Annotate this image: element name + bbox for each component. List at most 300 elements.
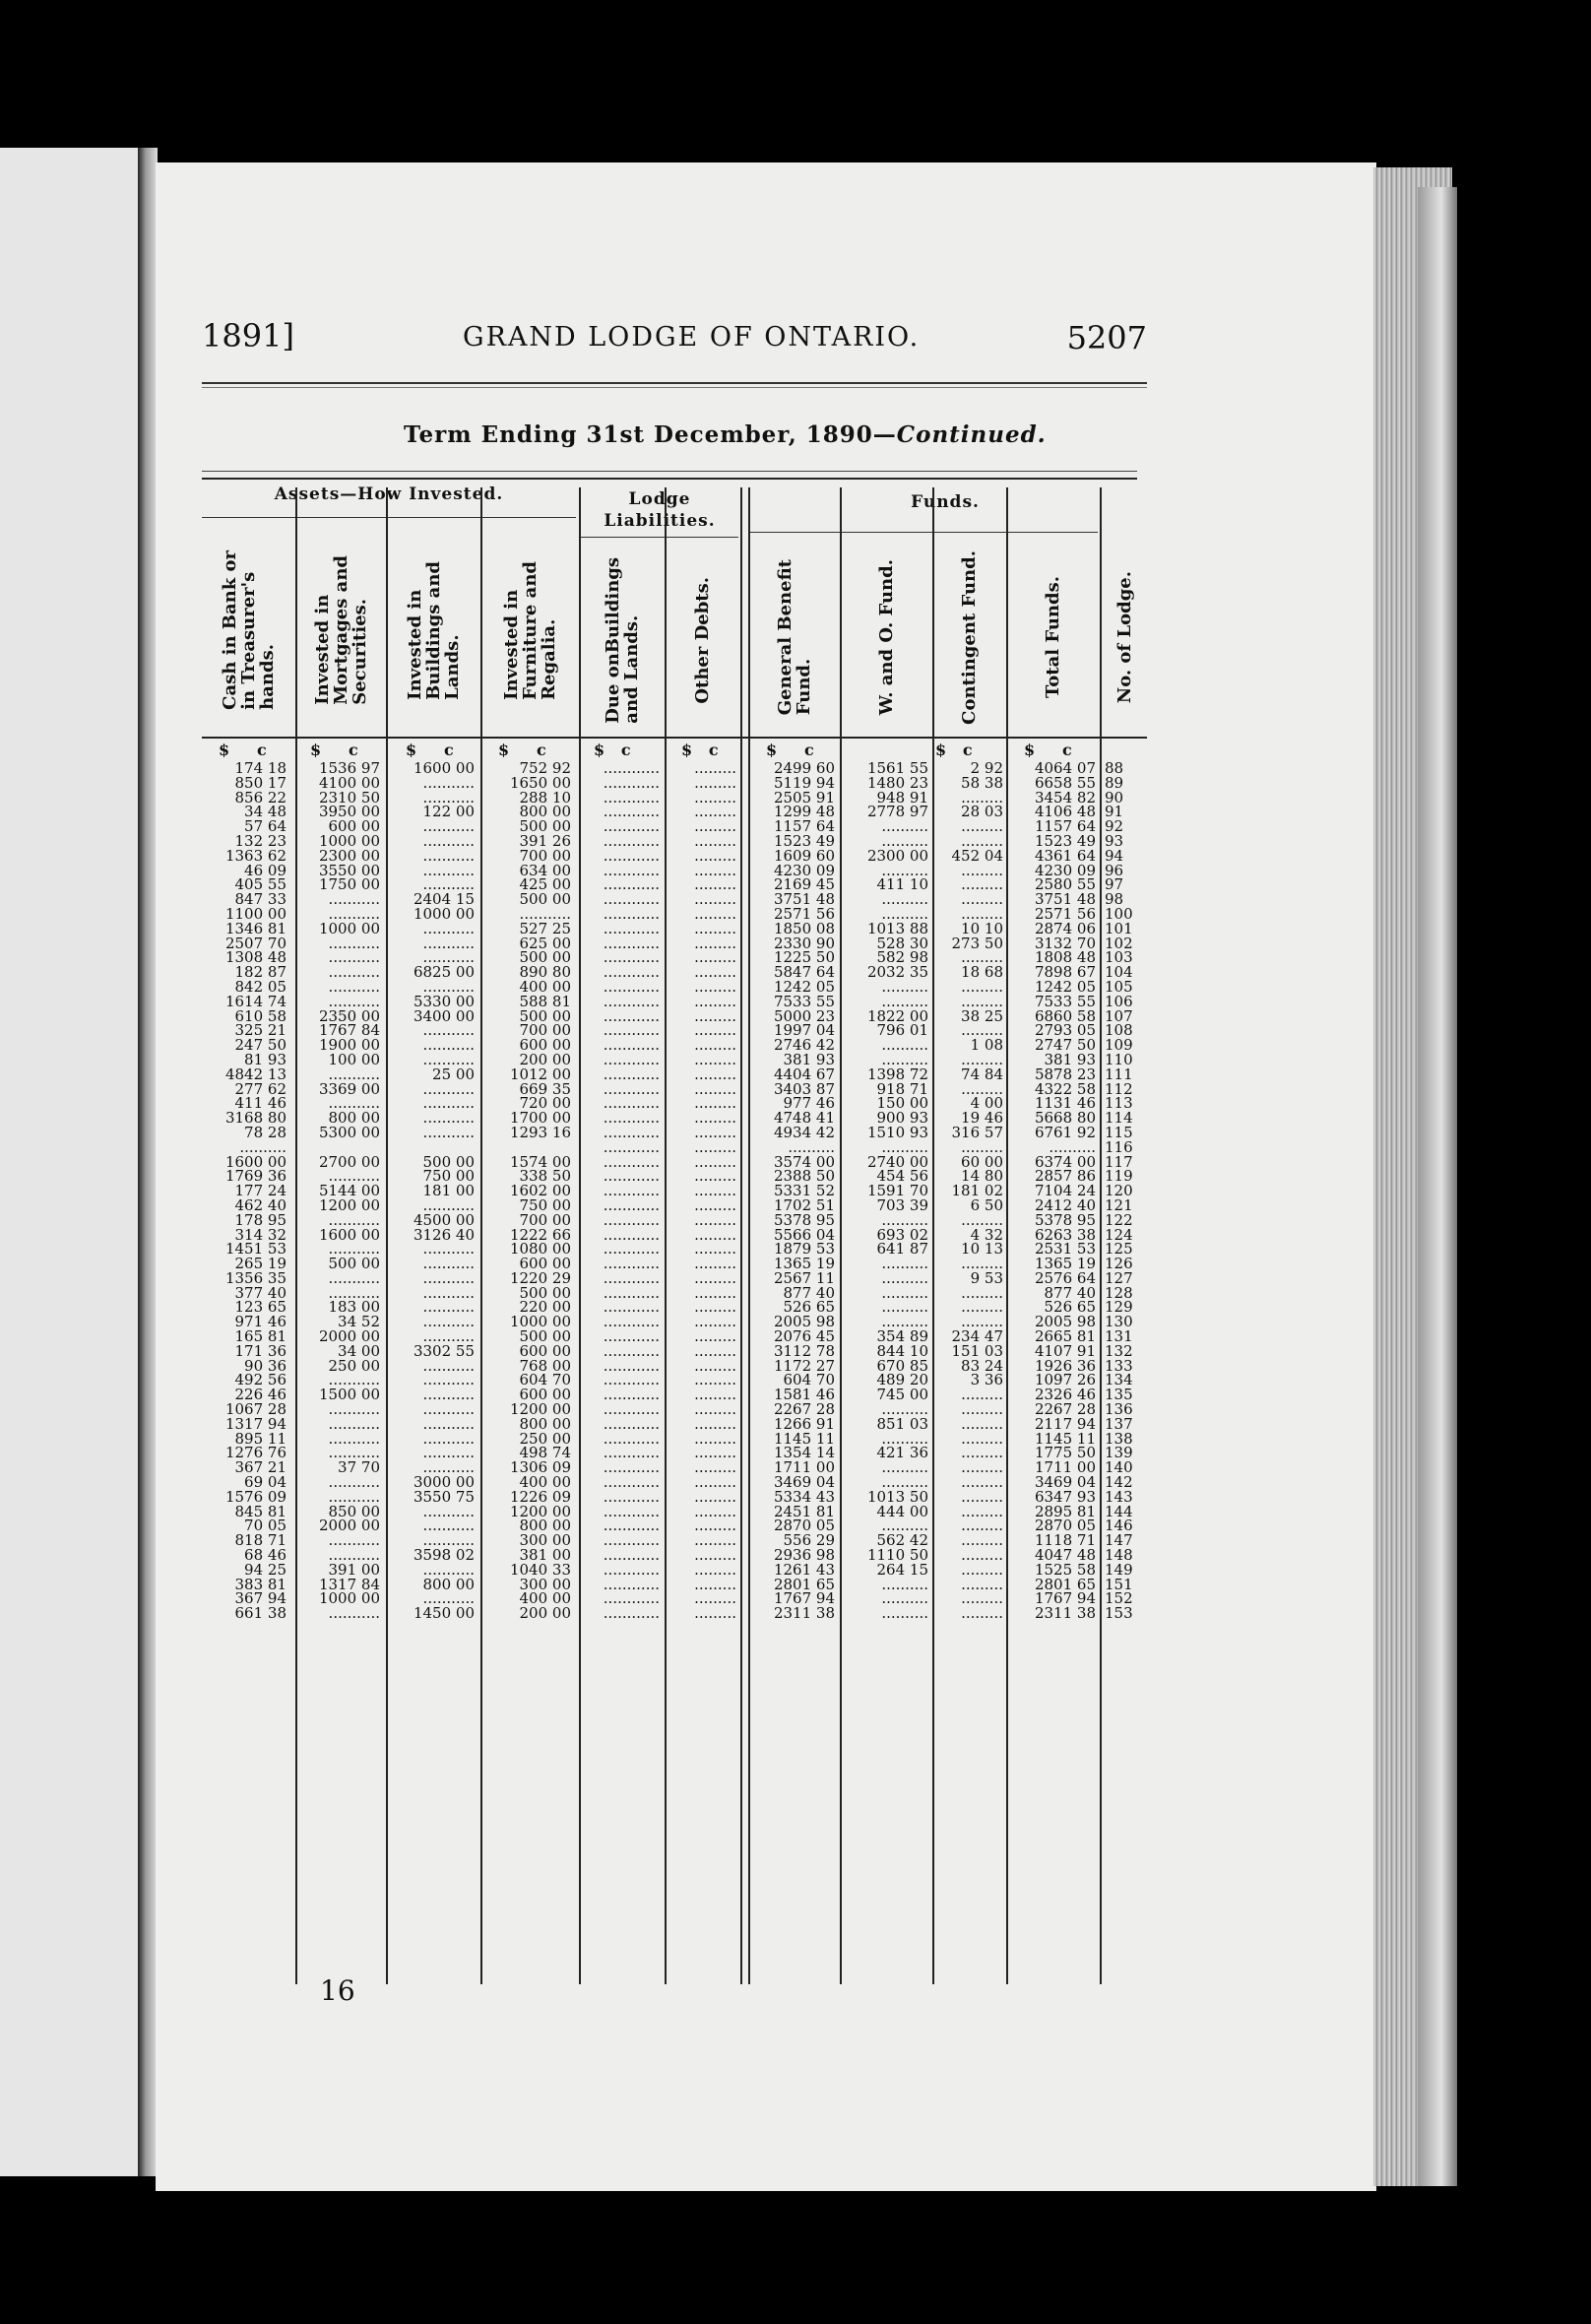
column-general xyxy=(753,761,835,1621)
table-cell: ........... xyxy=(328,1268,380,1287)
table-cell: 1500 00 xyxy=(318,1386,380,1404)
table-cell: 338 50 xyxy=(519,1167,571,1186)
table-top-rule xyxy=(202,471,1137,472)
table-cell: 102 xyxy=(1105,934,1133,952)
colhead-wo xyxy=(840,542,932,734)
table-cell: 3400 00 xyxy=(413,1006,475,1025)
table-cell: 527 25 xyxy=(519,919,571,937)
table-cell: 1581 46 xyxy=(773,1386,835,1404)
table-cell: 7898 67 xyxy=(1034,963,1096,982)
table-cell: 1850 08 xyxy=(773,919,835,937)
table-cell: ........... xyxy=(422,1589,475,1608)
table-cell: 1750 00 xyxy=(318,875,380,894)
table-cell: ......... xyxy=(961,1604,1003,1623)
table-cell: 96 xyxy=(1105,861,1124,879)
table-cell: 34 52 xyxy=(338,1313,380,1331)
table-cell: ............ xyxy=(603,1444,660,1462)
table-cell: 641 87 xyxy=(876,1240,928,1259)
table-cell: .......... xyxy=(881,1589,928,1608)
table-cell: ........... xyxy=(328,1604,380,1623)
table-cell: ......... xyxy=(961,1487,1003,1506)
table-cell: 1000 00 xyxy=(318,831,380,850)
unit-cash: $ c xyxy=(219,741,267,759)
table-cell: ........... xyxy=(328,1531,380,1550)
table-cell: ............ xyxy=(603,788,660,807)
table-cell: 89 xyxy=(1105,773,1124,792)
table-cell: 81 93 xyxy=(244,1050,286,1068)
table-cell: 971 46 xyxy=(234,1313,286,1331)
table-cell: 220 00 xyxy=(519,1298,571,1317)
table-cell: 1711 00 xyxy=(1034,1458,1096,1477)
table-cell: 2300 00 xyxy=(318,846,380,865)
table-cell: ......... xyxy=(694,1341,736,1360)
table-cell: 634 00 xyxy=(519,861,571,879)
table-cell: 1769 36 xyxy=(224,1167,286,1186)
table-cell: 2267 28 xyxy=(773,1400,835,1419)
table-cell: 1097 26 xyxy=(1034,1371,1096,1389)
table-cell: 1808 48 xyxy=(1034,948,1096,967)
table-cell: ........... xyxy=(328,1167,380,1186)
table-cell: 250 00 xyxy=(328,1356,380,1375)
table-cell: 354 89 xyxy=(876,1327,928,1346)
table-cell: 500 00 xyxy=(519,1006,571,1025)
table-cell: ......... xyxy=(694,1065,736,1083)
table-cell: 5119 94 xyxy=(773,773,835,792)
table-cell: 131 xyxy=(1105,1327,1133,1346)
table-cell: 277 62 xyxy=(234,1079,286,1098)
table-cell: 750 00 xyxy=(422,1167,475,1186)
table-cell: ............ xyxy=(603,1356,660,1375)
colhead-mortgages-label: Invested in Mortgages and Securities. xyxy=(311,555,370,705)
table-cell: ............ xyxy=(603,875,660,894)
table-cell: 126 xyxy=(1105,1255,1133,1273)
table-cell: 1000 00 xyxy=(318,1589,380,1608)
table-cell: ........... xyxy=(328,992,380,1010)
table-cell: 1600 00 xyxy=(318,1225,380,1244)
subtitle-main: Term Ending 31st December, 1890— xyxy=(404,421,897,448)
table-cell: 1525 58 xyxy=(1034,1560,1096,1579)
table-cell: 1226 09 xyxy=(509,1487,571,1506)
table-cell: 119 xyxy=(1105,1167,1133,1186)
table-cell: 850 17 xyxy=(234,773,286,792)
table-cell: ........... xyxy=(328,1444,380,1462)
header-rule-thin xyxy=(202,387,1147,388)
table-cell: ......... xyxy=(694,1414,736,1433)
table-cell: ........... xyxy=(519,904,571,923)
table-cell: ........... xyxy=(422,948,475,967)
table-cell: .......... xyxy=(881,1210,928,1229)
table-cell: ........... xyxy=(328,1065,380,1083)
table-cell: .......... xyxy=(881,1283,928,1302)
table-cell: 1145 11 xyxy=(773,1429,835,1448)
table-cell: ........... xyxy=(422,1195,475,1214)
table-cell: ............ xyxy=(603,1400,660,1419)
table-cell: 6825 00 xyxy=(413,963,475,982)
table-cell: 2330 90 xyxy=(773,934,835,952)
table-cell: ............ xyxy=(603,1036,660,1055)
table-cell: 800 00 xyxy=(328,1109,380,1128)
table-cell: 136 xyxy=(1105,1400,1133,1419)
table-cell: 105 xyxy=(1105,977,1133,996)
table-cell: ......... xyxy=(961,904,1003,923)
table-cell: ......... xyxy=(694,1386,736,1404)
table-cell: 94 xyxy=(1105,846,1124,865)
table-cell: 2746 42 xyxy=(773,1036,835,1055)
table-cell: ......... xyxy=(694,1021,736,1040)
table-cell: 122 00 xyxy=(422,803,475,821)
table-cell: ............ xyxy=(603,1458,660,1477)
table-cell: ......... xyxy=(694,1152,736,1171)
table-cell: ............ xyxy=(603,1094,660,1113)
colhead-lodge-label: No. of Lodge. xyxy=(1114,571,1135,704)
table-cell: ......... xyxy=(694,1356,736,1375)
table-cell: ......... xyxy=(961,948,1003,967)
table-cell: 2740 00 xyxy=(866,1152,928,1171)
table-cell: 367 94 xyxy=(234,1589,286,1608)
table-cell: 114 xyxy=(1105,1109,1133,1128)
table-cell: ........... xyxy=(422,1109,475,1128)
table-cell: ............ xyxy=(603,919,660,937)
table-cell: ......... xyxy=(694,1006,736,1025)
table-cell: 34 00 xyxy=(338,1341,380,1360)
table-cell: 526 65 xyxy=(1044,1298,1096,1317)
table-cell: ........... xyxy=(422,977,475,996)
table-cell: 144 xyxy=(1105,1502,1133,1520)
table-cell: 4064 07 xyxy=(1034,759,1096,777)
table-cell: ............ xyxy=(603,1386,660,1404)
table-cell: 46 09 xyxy=(244,861,286,879)
table-cell: 3598 02 xyxy=(413,1546,475,1565)
table-cell: ........... xyxy=(328,1473,380,1492)
table-cell: 7104 24 xyxy=(1034,1182,1096,1200)
table-cell: 391 00 xyxy=(328,1560,380,1579)
table-cell: ............ xyxy=(603,1065,660,1083)
binding-edge xyxy=(1418,187,1457,2186)
table-cell: ........... xyxy=(328,963,380,982)
table-cell: ............ xyxy=(603,1517,660,1535)
table-cell: 3132 70 xyxy=(1034,934,1096,952)
table-cell: 147 xyxy=(1105,1531,1133,1550)
table-cell: ........... xyxy=(422,1356,475,1375)
table-cell: 604 70 xyxy=(783,1371,835,1389)
column-cash xyxy=(202,761,286,1621)
table-cell: 1000 00 xyxy=(413,904,475,923)
colhead-buildings xyxy=(386,532,480,729)
unit-furniture: $ c xyxy=(498,741,546,759)
group-assets: Assets—How Invested. xyxy=(274,484,504,504)
table-cell: ............ xyxy=(603,1225,660,1244)
table-cell: ........... xyxy=(422,831,475,850)
table-cell: ......... xyxy=(694,875,736,894)
table-cell: 562 42 xyxy=(876,1531,928,1550)
table-cell: 4842 13 xyxy=(224,1065,286,1083)
table-cell: 25 00 xyxy=(432,1065,475,1083)
header-rule xyxy=(202,382,1147,384)
group-liabilities: Lodge Liabilities. xyxy=(604,489,716,531)
table-cell: 2936 98 xyxy=(773,1546,835,1565)
table-cell: 489 20 xyxy=(876,1371,928,1389)
table-cell: 5144 00 xyxy=(318,1182,380,1200)
table-cell: 3369 00 xyxy=(318,1079,380,1098)
table-cell: .......... xyxy=(881,1604,928,1623)
table-cell: 1000 00 xyxy=(509,1313,571,1331)
table-cell: 1879 53 xyxy=(773,1240,835,1259)
table-cell: 300 00 xyxy=(519,1531,571,1550)
table-cell: ........... xyxy=(422,861,475,879)
table-cell: 1574 00 xyxy=(509,1152,571,1171)
table-cell: 182 87 xyxy=(234,963,286,982)
table-cell: 2412 40 xyxy=(1034,1195,1096,1214)
table-cell: 1767 94 xyxy=(773,1589,835,1608)
table-cell: ......... xyxy=(694,1240,736,1259)
column-wo xyxy=(842,761,928,1621)
table-cell: ......... xyxy=(961,875,1003,894)
table-cell: ........... xyxy=(422,1429,475,1448)
table-cell: ......... xyxy=(961,1283,1003,1302)
table-cell: 405 55 xyxy=(234,875,286,894)
table-cell: 128 xyxy=(1105,1283,1133,1302)
table-cell: .......... xyxy=(881,904,928,923)
table-cell: ............ xyxy=(603,817,660,836)
table-cell: 316 57 xyxy=(951,1123,1003,1141)
table-cell: ............ xyxy=(603,1021,660,1040)
table-cell: 2388 50 xyxy=(773,1167,835,1186)
table-cell: ......... xyxy=(694,1458,736,1477)
table-cell: ........... xyxy=(422,1313,475,1331)
table-cell: ............ xyxy=(603,1546,660,1565)
table-cell: 171 36 xyxy=(234,1341,286,1360)
table-cell: 91 xyxy=(1105,803,1124,821)
table-cell: 1000 00 xyxy=(318,919,380,937)
table-cell: .......... xyxy=(788,1137,835,1156)
table-cell: ........... xyxy=(422,1458,475,1477)
table-cell: 604 70 xyxy=(519,1371,571,1389)
table-cell: 2267 28 xyxy=(1034,1400,1096,1419)
table-cell: ......... xyxy=(961,1255,1003,1273)
table-cell: 2571 56 xyxy=(1034,904,1096,923)
table-cell: ......... xyxy=(961,1589,1003,1608)
table-cell: .......... xyxy=(881,1050,928,1068)
table-cell: 5847 64 xyxy=(773,963,835,982)
table-cell: .......... xyxy=(881,977,928,996)
table-cell: 5878 23 xyxy=(1034,1065,1096,1083)
table-cell: 1398 72 xyxy=(866,1065,928,1083)
table-cell: 2404 15 xyxy=(413,890,475,909)
table-cell: 110 xyxy=(1105,1050,1133,1068)
table-cell: 661 38 xyxy=(234,1604,286,1623)
table-cell: 132 xyxy=(1105,1341,1133,1360)
table-cell: ........... xyxy=(328,890,380,909)
table-cell: 149 xyxy=(1105,1560,1133,1579)
table-cell: 200 00 xyxy=(519,1050,571,1068)
table-cell: 847 33 xyxy=(234,890,286,909)
table-cell: 381 00 xyxy=(519,1546,571,1565)
table-cell: .......... xyxy=(1049,1137,1096,1156)
table-cell: 1591 70 xyxy=(866,1182,928,1200)
table-cell: 146 xyxy=(1105,1517,1133,1535)
table-cell: 700 00 xyxy=(519,846,571,865)
table-cell: 425 00 xyxy=(519,875,571,894)
table-cell: 265 19 xyxy=(234,1255,286,1273)
table-cell: ............ xyxy=(603,1137,660,1156)
table-cell: 1172 27 xyxy=(773,1356,835,1375)
table-cell: .......... xyxy=(881,1400,928,1419)
table-cell: ........... xyxy=(422,1050,475,1068)
table-cell: 2169 45 xyxy=(773,875,835,894)
table-cell: ......... xyxy=(961,1298,1003,1317)
table-cell: ............ xyxy=(603,773,660,792)
table-cell: 148 xyxy=(1105,1546,1133,1565)
table-cell: 381 93 xyxy=(1044,1050,1096,1068)
table-cell: ............ xyxy=(603,1502,660,1520)
table-cell: 68 46 xyxy=(244,1546,286,1565)
table-cell: 411 46 xyxy=(234,1094,286,1113)
table-cell: 125 xyxy=(1105,1240,1133,1259)
unit-total: $ c xyxy=(1024,741,1072,759)
table-cell: 5300 00 xyxy=(318,1123,380,1141)
table-cell: ........... xyxy=(422,1386,475,1404)
table-cell: ......... xyxy=(961,1386,1003,1404)
table-cell: 1523 49 xyxy=(773,831,835,850)
table-cell: ........... xyxy=(328,1240,380,1259)
table-cell: ......... xyxy=(694,1225,736,1244)
table-cell: 3751 48 xyxy=(1034,890,1096,909)
column-lodge xyxy=(1105,761,1144,1621)
table-cell: ............ xyxy=(603,1268,660,1287)
table-cell: 411 10 xyxy=(876,875,928,894)
table-cell: ........... xyxy=(422,1240,475,1259)
table-cell: ............ xyxy=(603,1560,660,1579)
table-cell: ........... xyxy=(328,1283,380,1302)
table-cell: 14 80 xyxy=(961,1167,1003,1186)
table-cell: 745 00 xyxy=(876,1386,928,1404)
table-cell: ......... xyxy=(961,992,1003,1010)
table-cell: 1242 05 xyxy=(773,977,835,996)
table-cell: 768 00 xyxy=(519,1356,571,1375)
table-cell: 381 93 xyxy=(783,1050,835,1068)
table-cell: 127 xyxy=(1105,1268,1133,1287)
table-cell: ........... xyxy=(328,934,380,952)
table-cell: ............ xyxy=(603,1283,660,1302)
table-cell: 1261 43 xyxy=(773,1560,835,1579)
colhead-lodge xyxy=(1100,542,1149,734)
table-cell: ......... xyxy=(694,1268,736,1287)
table-cell: 2507 70 xyxy=(224,934,286,952)
table-cell: 5331 52 xyxy=(773,1182,835,1200)
table-cell: 600 00 xyxy=(328,817,380,836)
table-cell: 165 81 xyxy=(234,1327,286,1346)
table-cell: 1131 46 xyxy=(1034,1094,1096,1113)
table-cell: 400 00 xyxy=(519,977,571,996)
table-cell: ......... xyxy=(961,1444,1003,1462)
table-cell: 2451 81 xyxy=(773,1502,835,1520)
table-cell: 226 46 xyxy=(234,1386,286,1404)
table-cell: ........... xyxy=(422,875,475,894)
table-cell: 5000 23 xyxy=(773,1006,835,1025)
table-cell: ........... xyxy=(328,1210,380,1229)
table-cell: 123 65 xyxy=(234,1298,286,1317)
table-cell: 2801 65 xyxy=(1034,1575,1096,1593)
table-cell: ......... xyxy=(694,1182,736,1200)
table-cell: ......... xyxy=(961,1079,1003,1098)
table-cell: 101 xyxy=(1105,919,1133,937)
table-cell: ............ xyxy=(603,1006,660,1025)
table-cell: 625 00 xyxy=(519,934,571,952)
table-cell: ........... xyxy=(422,1517,475,1535)
table-cell: 151 03 xyxy=(951,1341,1003,1360)
table-cell: 7533 55 xyxy=(1034,992,1096,1010)
table-cell: 19 46 xyxy=(961,1109,1003,1128)
table-cell: ......... xyxy=(961,1458,1003,1477)
table-cell: 383 81 xyxy=(234,1575,286,1593)
table-cell: ......... xyxy=(694,992,736,1010)
table-cell: 132 23 xyxy=(234,831,286,850)
table-cell: ......... xyxy=(694,1298,736,1317)
table-cell: 1299 48 xyxy=(773,803,835,821)
table-cell: 1363 62 xyxy=(224,846,286,865)
table-cell: 400 00 xyxy=(519,1473,571,1492)
table-cell: ........... xyxy=(328,1487,380,1506)
table-cell: 1767 94 xyxy=(1034,1589,1096,1608)
table-cell: 140 xyxy=(1105,1458,1133,1477)
table-cell: 1775 50 xyxy=(1034,1444,1096,1462)
table-cell: 700 00 xyxy=(519,1210,571,1229)
table-cell: 1306 09 xyxy=(509,1458,571,1477)
table-cell: 2874 06 xyxy=(1034,919,1096,937)
table-cell: ........... xyxy=(422,1502,475,1520)
table-cell: 1110 50 xyxy=(866,1546,928,1565)
table-cell: ......... xyxy=(694,1050,736,1068)
column-furniture xyxy=(480,761,571,1621)
table-cell: 895 11 xyxy=(234,1429,286,1448)
table-cell: 850 00 xyxy=(328,1502,380,1520)
table-cell: 116 xyxy=(1105,1137,1133,1156)
table-cell: 153 xyxy=(1105,1604,1133,1623)
table-cell: 1536 97 xyxy=(318,759,380,777)
table-cell: 1157 64 xyxy=(773,817,835,836)
table-cell: ........... xyxy=(422,817,475,836)
table-cell: 3469 04 xyxy=(773,1473,835,1492)
table-cell: 492 56 xyxy=(234,1371,286,1389)
table-subtitle xyxy=(404,421,1047,448)
table-cell: 4361 64 xyxy=(1034,846,1096,865)
table-cell: ......... xyxy=(961,1575,1003,1593)
table-cell: ......... xyxy=(694,904,736,923)
table-cell: ............ xyxy=(603,831,660,850)
table-cell: ......... xyxy=(694,963,736,982)
table-cell: 2801 65 xyxy=(773,1575,835,1593)
table-cell: ......... xyxy=(694,1137,736,1156)
table-cell: ......... xyxy=(694,1313,736,1331)
table-cell: 2300 00 xyxy=(866,846,928,865)
table-cell: 300 00 xyxy=(519,1575,571,1593)
table-cell: ............ xyxy=(603,1210,660,1229)
table-cell: 1013 50 xyxy=(866,1487,928,1506)
table-cell: ......... xyxy=(961,1400,1003,1419)
table-cell: 234 47 xyxy=(951,1327,1003,1346)
table-cell: ........... xyxy=(422,1094,475,1113)
table-cell: ......... xyxy=(694,948,736,967)
table-cell: 1356 35 xyxy=(224,1268,286,1287)
table-cell: 3469 04 xyxy=(1034,1473,1096,1492)
table-cell: 1767 84 xyxy=(318,1021,380,1040)
table-cell: 670 85 xyxy=(876,1356,928,1375)
table-cell: ......... xyxy=(694,1560,736,1579)
table-cell: ............ xyxy=(603,803,660,821)
table-cell: 2700 00 xyxy=(318,1152,380,1171)
table-cell: ............ xyxy=(603,1604,660,1623)
table-cell: 4230 09 xyxy=(1034,861,1096,879)
